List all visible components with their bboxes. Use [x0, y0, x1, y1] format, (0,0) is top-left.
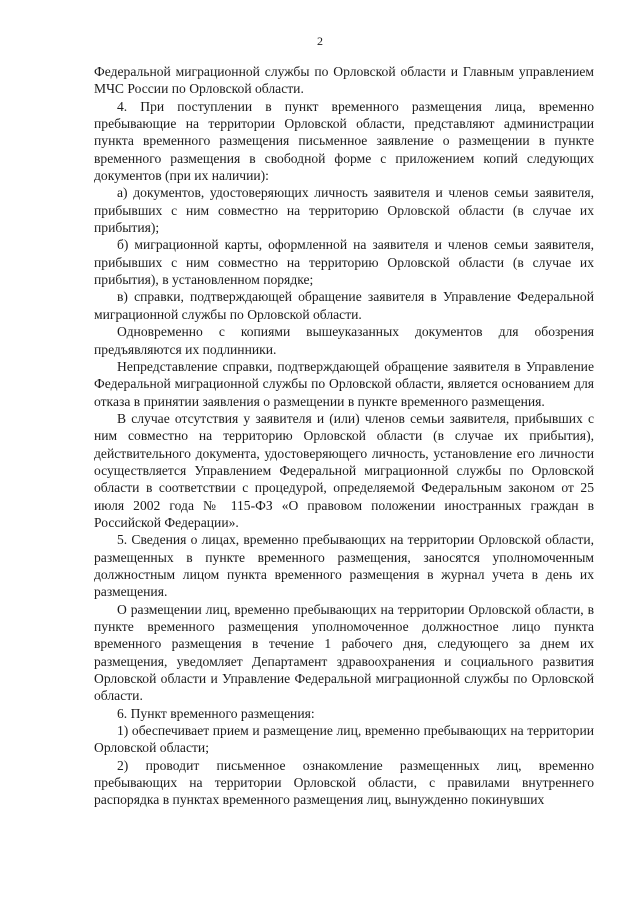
- document-body: [94, 63, 594, 809]
- paragraph-subitem-a: а) документов, удостоверяющих личность заявителя и членов семьи заявителя, прибывших с ним совместно на территорию Орловской области (в случае их прибытия);: [94, 185, 594, 236]
- paragraph-item-5: 5. Сведения о лицах, временно пребывающих на территории Орловской области, размещенных в пункте временного размещения, заносятся уполномоченным должностным лицом пункта временного размещения в журнал учета в день их размещения.: [94, 532, 594, 600]
- paragraph-continuation: Федеральной миграционной службы по Орловской области и Главным управлением МЧС России по Орловской области.: [94, 64, 594, 97]
- paragraph-refusal: Непредставление справки, подтверждающей обращение заявителя в Управление Федеральной миграционной службы по Орловской области, является основанием для отказа в принятии заявления о размещении в пункте временного размещения.: [94, 358, 594, 409]
- paragraph-subitem-b: б) миграционной карты, оформленной на заявителя и членов семьи заявителя, прибывших с ним совместно на территорию Орловской области (в случае их прибытия), в установленном порядке;: [94, 237, 594, 288]
- paragraph-item-6: 6. Пункт временного размещения:: [117, 705, 315, 721]
- paragraph-subitem-v: в) справки, подтверждающей обращение заявителя в Управление Федеральной миграционной службы по Орловской области.: [94, 289, 594, 322]
- paragraph-item-4: 4. При поступлении в пункт временного размещения лица, временно пребывающие на территории Орловской области, представляют администрации пункта временного размещения письменное заявление о размещении в пункте временного размещения в свободной форме с приложением копий следующих документов (при их наличии):: [94, 98, 594, 184]
- paragraph-subitem-1: 1) обеспечивает прием и размещение лиц, временно пребывающих на территории Орловской области;: [94, 723, 594, 756]
- paragraph-originals: Одновременно с копиями вышеуказанных документов для обозрения предъявляются их подлинники.: [94, 324, 594, 357]
- paragraph-identity: В случае отсутствия у заявителя и (или) членов семьи заявителя, прибывших с ним совместно на территорию Орловской области (в случае их прибытия), действительного документа, удостоверяющего личность, установление его личности осуществляется Управлением Федеральной миграционной службы по Орловской области в соответствии с процедурой, определяемой Федеральным законом от 25 июля 2002 года № 115-ФЗ «О правовом положении иностранных граждан в Российской Федерации».: [94, 410, 594, 530]
- paragraph-notification: О размещении лиц, временно пребывающих на территории Орловской области, в пункте временного размещения уполномоченное должностное лицо пункта временного размещения в течение 1 рабочего дня, следующего за днем их размещения, уведомляет Департамент здравоохранения и социального развития Орловской области и Управление Федеральной миграционной службы по Орловской области.: [94, 601, 594, 704]
- paragraph-subitem-2: 2) проводит письменное ознакомление размещенных лиц, временно пребывающих на территории Орловской области, с правилами внутреннего распорядка в пунктах временного размещения лиц, вынужденно покинувших: [94, 757, 594, 808]
- page-number: 2: [317, 34, 323, 48]
